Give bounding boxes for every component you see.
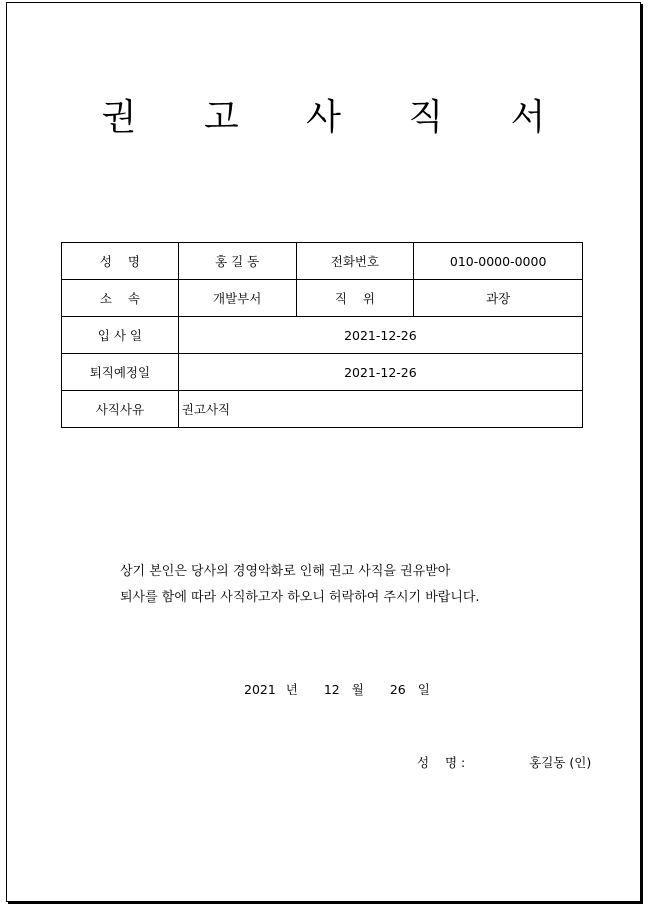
table-row xyxy=(62,317,583,354)
position-value: 과장 xyxy=(486,291,511,306)
department-value: 개발부서 xyxy=(213,291,262,306)
statement-line-1: 상기 본인은 당사의 경영악화로 인해 권고 사직을 권유받아 xyxy=(120,564,451,579)
date-day: 26 xyxy=(389,682,406,697)
department-value-cell xyxy=(178,280,296,317)
info-table xyxy=(61,242,583,428)
document-page xyxy=(6,2,641,902)
date-month: 12 xyxy=(323,682,340,697)
resign-date-label: 퇴직예정일 xyxy=(89,365,151,380)
reason-value: 권고사직 xyxy=(181,402,231,417)
signature-name: 홍길동 (인) xyxy=(529,755,592,770)
document-date xyxy=(244,680,430,698)
reason-label: 사직사유 xyxy=(95,402,145,417)
date-day-unit: 일 xyxy=(417,682,430,697)
phone-label-cell xyxy=(296,243,414,280)
position-label-cell xyxy=(296,280,414,317)
phone-value: 010-0000-0000 xyxy=(449,253,547,269)
resign-date-value-cell xyxy=(178,354,582,391)
hire-date-label: 입 사 일 xyxy=(97,328,142,343)
table-row xyxy=(62,243,583,280)
signature-line xyxy=(417,753,591,771)
position-value-cell xyxy=(414,280,583,317)
reason-value-cell xyxy=(178,391,582,428)
resign-date-value: 2021-12-26 xyxy=(344,364,417,380)
department-label-cell xyxy=(62,280,179,317)
resign-date-label-cell xyxy=(62,354,179,391)
phone-label: 전화번호 xyxy=(330,254,380,269)
date-year-unit: 년 xyxy=(285,682,298,697)
signature-label: 성 명 : xyxy=(417,755,466,770)
name-label: 성 명 xyxy=(99,254,140,269)
date-month-unit: 월 xyxy=(351,682,364,697)
name-value-cell xyxy=(178,243,296,280)
table-row xyxy=(62,391,583,428)
hire-date-label-cell xyxy=(62,317,179,354)
date-year: 2021 xyxy=(244,682,276,697)
name-label-cell xyxy=(62,243,179,280)
reason-label-cell xyxy=(62,391,179,428)
statement-text xyxy=(120,559,480,611)
document-title: 권 고 사 직 서 xyxy=(101,97,574,138)
hire-date-value-cell xyxy=(178,317,582,354)
statement-line-2: 퇴사를 함에 따라 사직하고자 하오니 허락하여 주시기 바랍니다. xyxy=(120,590,480,605)
table-row xyxy=(62,354,583,391)
hire-date-value: 2021-12-26 xyxy=(344,327,417,343)
position-label: 직 위 xyxy=(334,291,375,306)
table-row xyxy=(62,280,583,317)
phone-value-cell xyxy=(414,243,583,280)
department-label: 소 속 xyxy=(99,291,140,306)
name-value: 홍 길 동 xyxy=(215,254,260,269)
